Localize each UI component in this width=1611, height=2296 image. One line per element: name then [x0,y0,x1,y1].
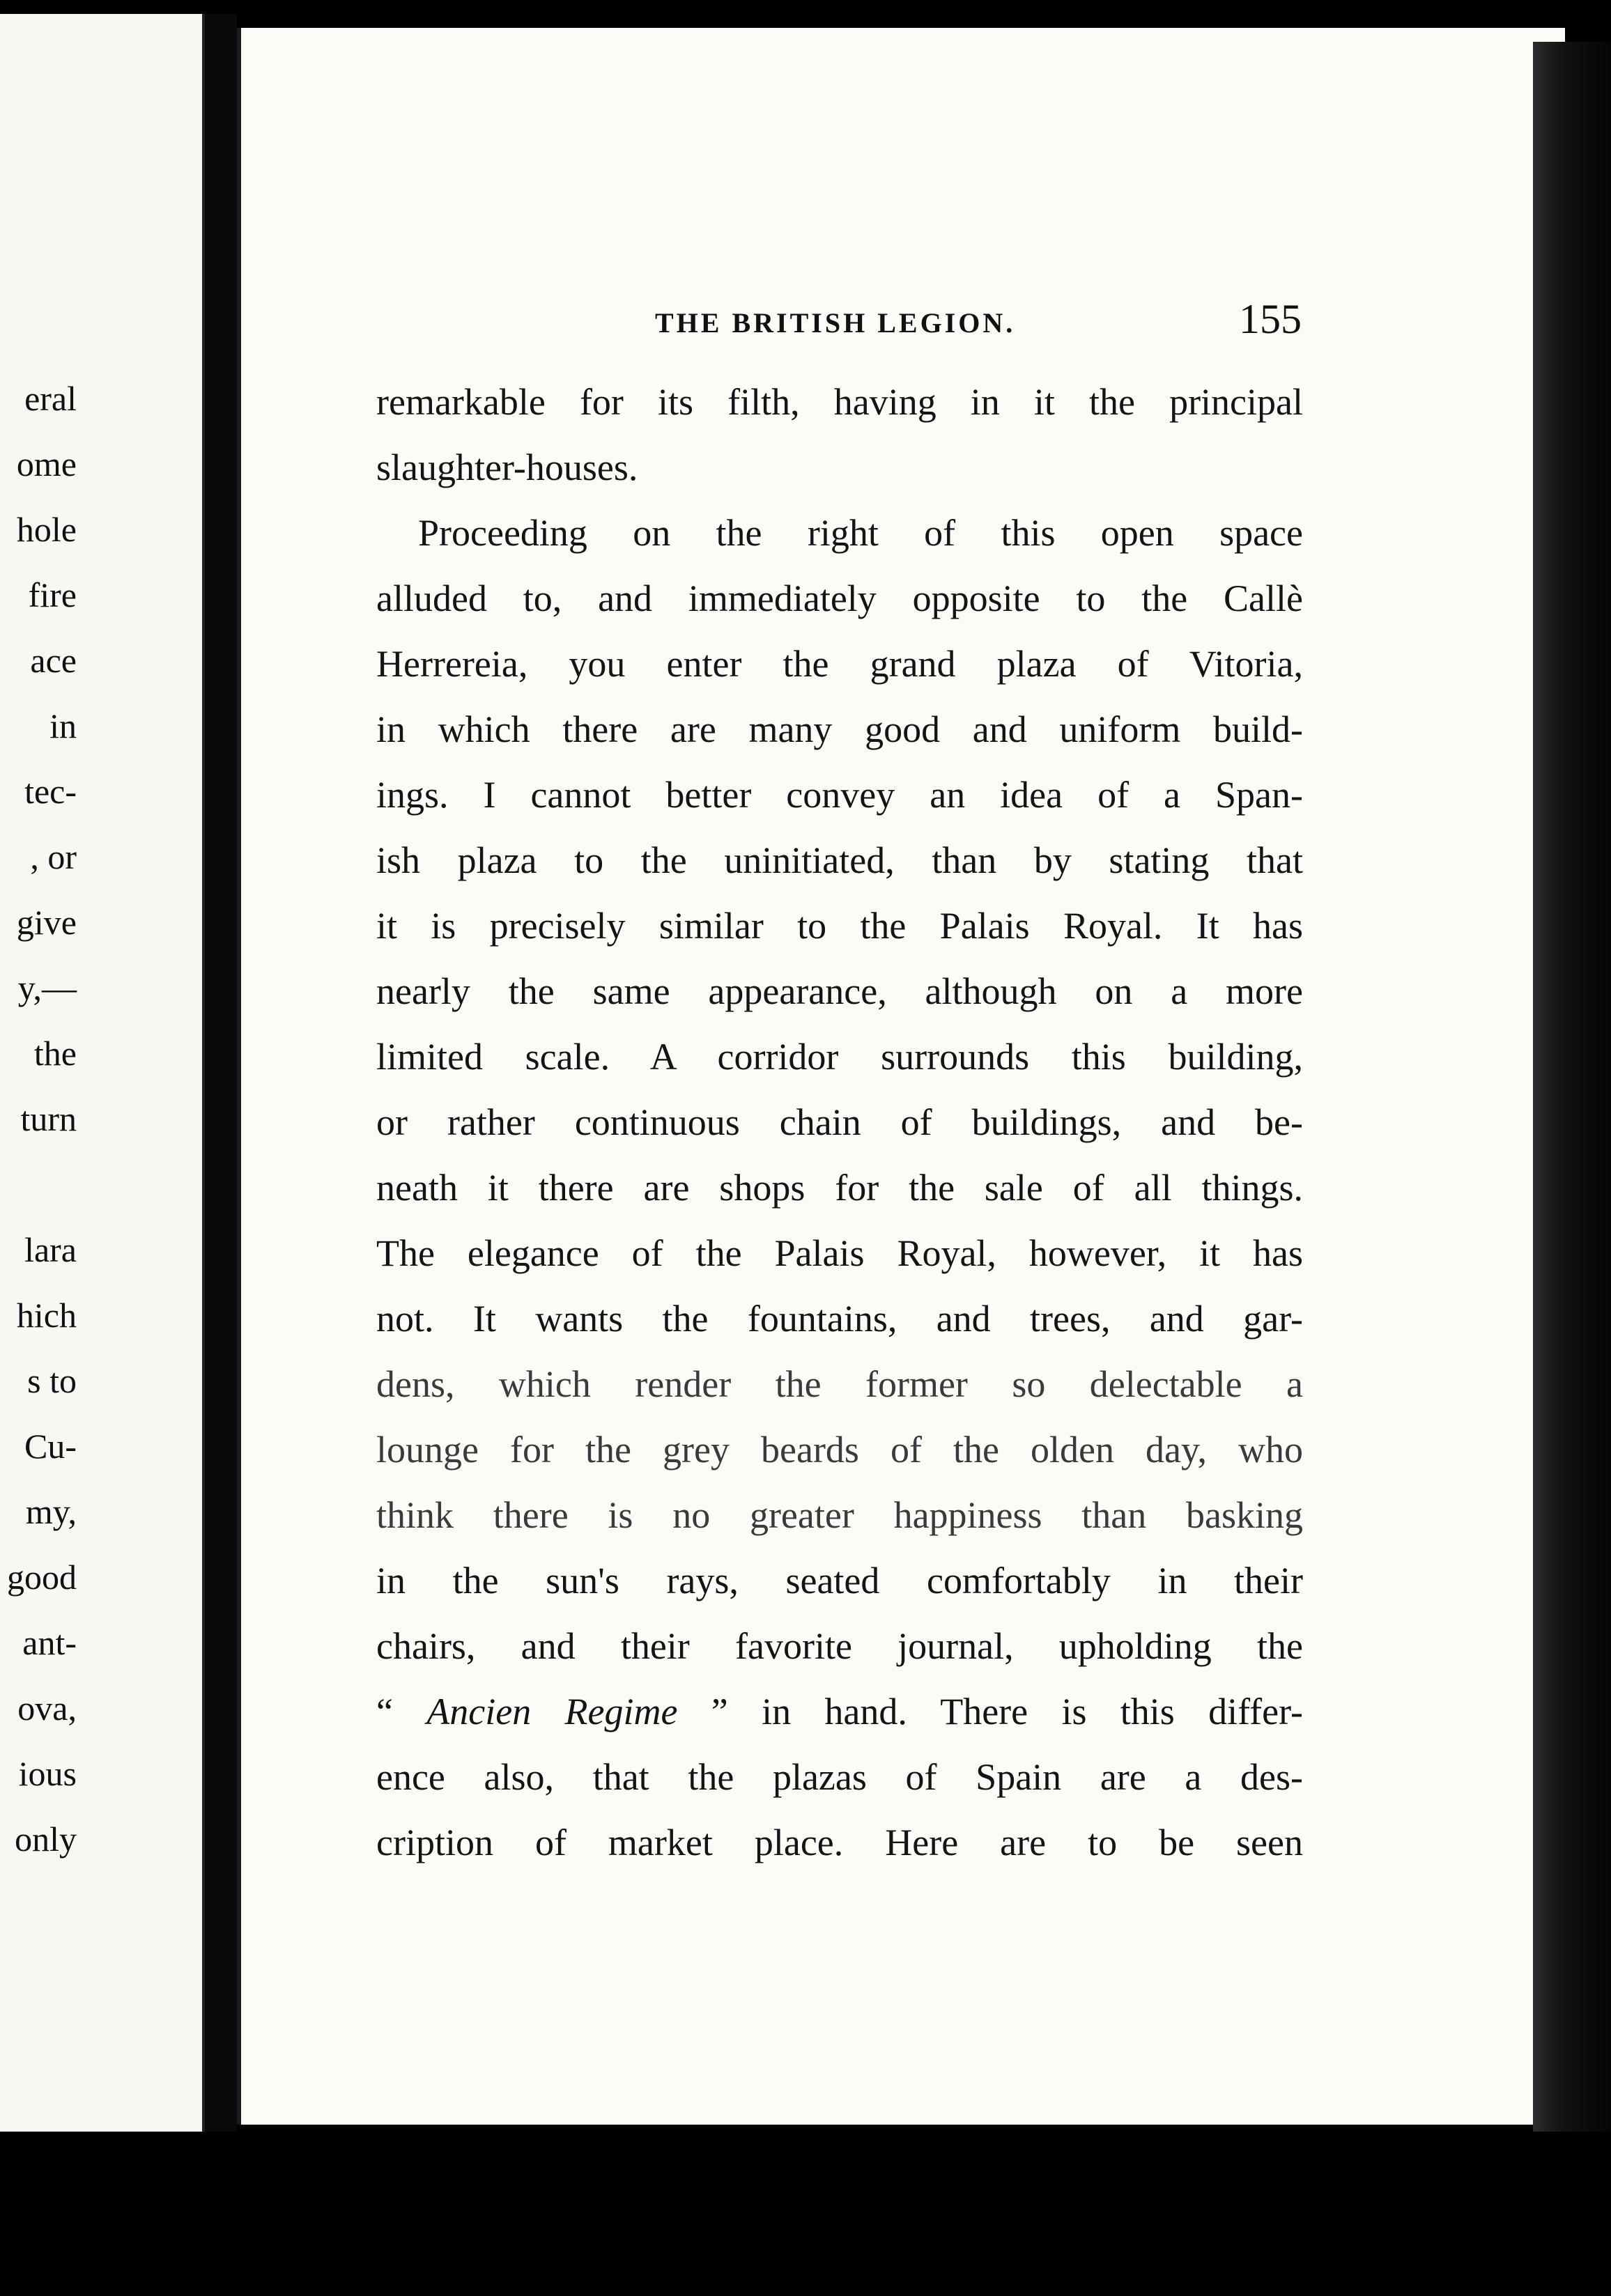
open-quote: “ [376,1691,427,1732]
left-fragment: turn [20,1099,77,1138]
text-line: alluded to, and immediately opposite to the Callè [376,577,1303,619]
text-line: Proceeding on the right of this open space [418,512,1303,554]
text-line: nearly the same appearance, although on a more [376,970,1303,1012]
text-line: remarkable for its filth, having in it the principal [376,381,1303,423]
left-fragment: only [15,1820,77,1859]
text-line: not. It wants the fountains, and trees, and gar- [376,1298,1303,1340]
left-fragment-gap [0,1151,77,1217]
text-line: The elegance of the Palais Royal, however, it has [376,1232,1303,1274]
text-line: in which there are many good and uniform build- [376,708,1303,750]
left-fragment: hich [16,1296,77,1335]
left-fragment: tec- [24,772,77,811]
line-remainder: ” in hand. There is this differ- [677,1691,1303,1732]
left-fragment: hole [16,510,77,549]
left-fragment: give [16,903,77,942]
left-fragment: y,— [17,968,77,1007]
text-line: neath it there are shops for the sale of all things. [376,1167,1303,1209]
text-line: ish plaza to the uninitiated, than by stating that [376,839,1303,881]
text-line: slaughter-houses. [376,447,638,488]
book-gutter [205,14,237,2132]
text-line: dens, which render the former so delectable a [376,1363,1303,1405]
page-body [376,369,1303,1875]
left-fragment: in [49,706,77,745]
left-fragment: eral [24,379,77,418]
left-fragment: ome [16,444,77,483]
page-edge-shadow [1533,42,1611,2132]
left-fragment: , or [30,837,77,876]
text-line: ence also, that the plazas of Spain are a des- [376,1756,1303,1798]
left-fragment: the [33,1034,77,1073]
italic-phrase: Ancien Regime [426,1691,678,1732]
page-number: 155 [1239,296,1302,342]
left-fragment: ova, [17,1689,77,1728]
left-fragment: fire [28,575,77,614]
text-line: in the sun's rays, seated comfortably in their [376,1560,1303,1601]
text-line: ings. I cannot better convey an idea of a Span- [376,774,1303,816]
left-fragment: good [7,1558,77,1597]
text-line: or rather continuous chain of buildings, and be- [376,1101,1303,1143]
text-line-with-italic [376,1679,1303,1744]
text-line: chairs, and their favorite journal, upholding the [376,1625,1303,1667]
left-fragment: ace [30,641,77,680]
left-page-text-fragments [0,366,77,1872]
left-facing-page [0,14,205,2132]
text-line: cription of market place. Here are to be seen [376,1822,1303,1863]
left-fragment: my, [25,1492,77,1531]
text-line: it is precisely similar to the Palais Royal. It has [376,905,1303,947]
left-fragment: Cu- [24,1427,77,1466]
text-line: think there is no greater happiness than basking [376,1494,1303,1536]
page-header [376,296,1310,355]
text-line: lounge for the grey beards of the olden day, who [376,1429,1303,1471]
left-fragment: lara [24,1230,77,1269]
text-line: limited scale. A corridor surrounds this building, [376,1036,1303,1078]
left-fragment: ant- [22,1623,77,1662]
text-line: Herrereia, you enter the grand plaza of Vitoria, [376,643,1303,685]
running-head: THE BRITISH LEGION. [655,307,1016,339]
left-fragment: s to [27,1361,77,1400]
left-fragment: ious [18,1754,77,1793]
